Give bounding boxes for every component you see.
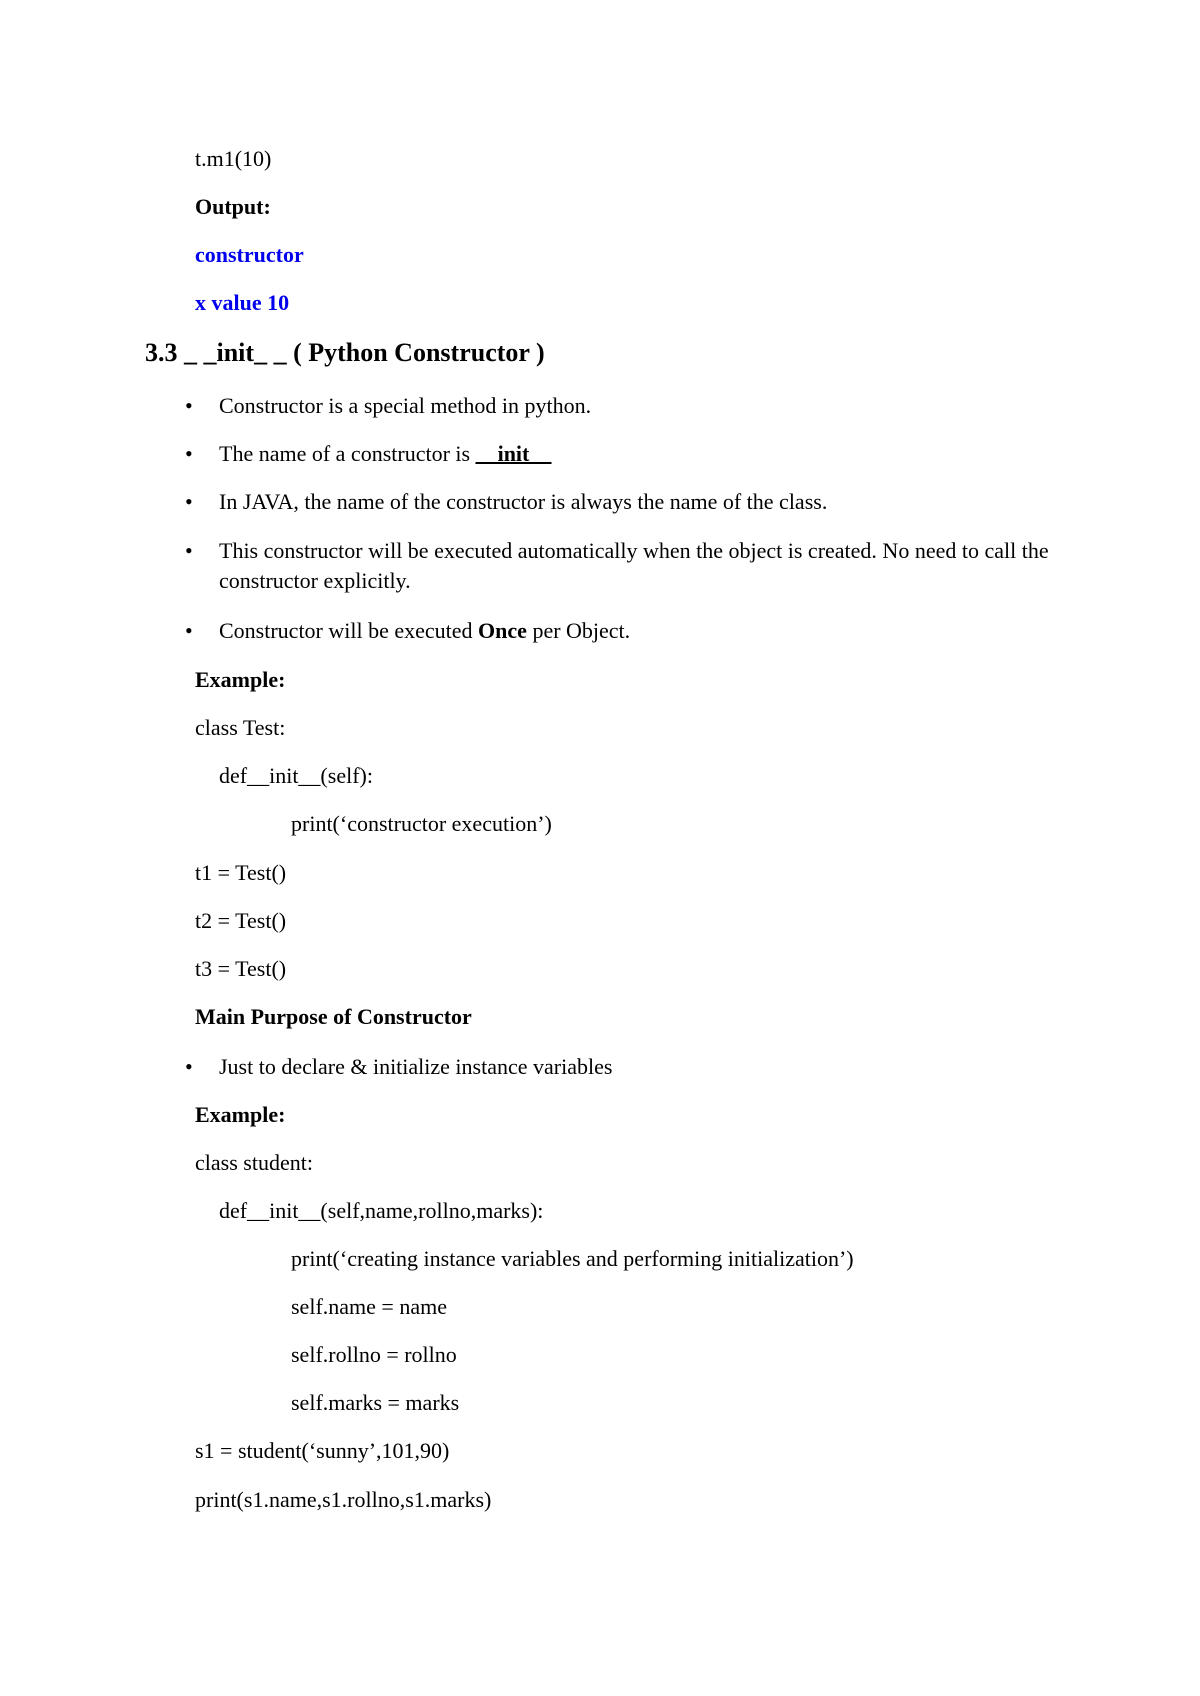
bullet-text: In JAVA, the name of the constructor is always the name of the class. xyxy=(219,489,828,514)
code-line: def__init__(self): xyxy=(219,763,373,788)
code-line: print(‘creating instance variables and performing initialization’) xyxy=(291,1246,854,1271)
code-line: t3 = Test() xyxy=(195,956,287,981)
code-line: class student: xyxy=(195,1150,313,1175)
code-line: print(s1.name,s1.rollno,s1.marks) xyxy=(195,1487,492,1512)
bullet-marker: • xyxy=(185,489,193,514)
example-label: Example: xyxy=(195,667,286,692)
bullet-text-lead: The name of a constructor is xyxy=(219,441,476,466)
purpose-heading: Main Purpose of Constructor xyxy=(195,1004,472,1029)
code-line: t.m1(10) xyxy=(195,146,272,171)
code-line: s1 = student(‘sunny’,101,90) xyxy=(195,1438,450,1463)
bold-term: Once xyxy=(478,618,527,643)
bullet-marker: • xyxy=(185,618,193,643)
example-label: Example: xyxy=(195,1102,286,1127)
constructor-name: __init__ xyxy=(475,441,552,466)
code-line: t1 = Test() xyxy=(195,860,287,885)
code-line: self.name = name xyxy=(291,1294,447,1319)
code-line: t2 = Test() xyxy=(195,908,287,933)
bullet-text: Just to declare & initialize instance variables xyxy=(219,1054,613,1079)
bullet-text-tail: per Object. xyxy=(526,618,631,643)
code-line: class Test: xyxy=(195,715,286,740)
code-line: self.marks = marks xyxy=(291,1390,460,1415)
output-line: x value 10 xyxy=(195,290,290,315)
code-line: def__init__(self,name,rollno,marks): xyxy=(219,1198,544,1223)
bullet-text: Constructor is a special method in python. xyxy=(219,393,592,418)
bullet-text xyxy=(219,439,1099,469)
output-label: Output: xyxy=(195,194,271,219)
code-line: self.rollno = rollno xyxy=(291,1342,457,1367)
bullet-text: This constructor will be executed automatically when the object is created. No need to call the constructor explicitly. xyxy=(219,538,1049,593)
code-line: print(‘constructor execution’) xyxy=(291,811,552,836)
bullet-marker: • xyxy=(185,393,193,418)
bullet-marker: • xyxy=(185,538,193,563)
bullet-text xyxy=(219,616,1099,646)
output-line: constructor xyxy=(195,242,304,267)
bullet-marker: • xyxy=(185,441,193,466)
section-heading: 3.3 _ _init_ _ ( Python Constructor ) xyxy=(145,338,545,367)
bullet-marker: • xyxy=(185,1054,193,1079)
bullet-text-lead: Constructor will be executed xyxy=(219,618,479,643)
